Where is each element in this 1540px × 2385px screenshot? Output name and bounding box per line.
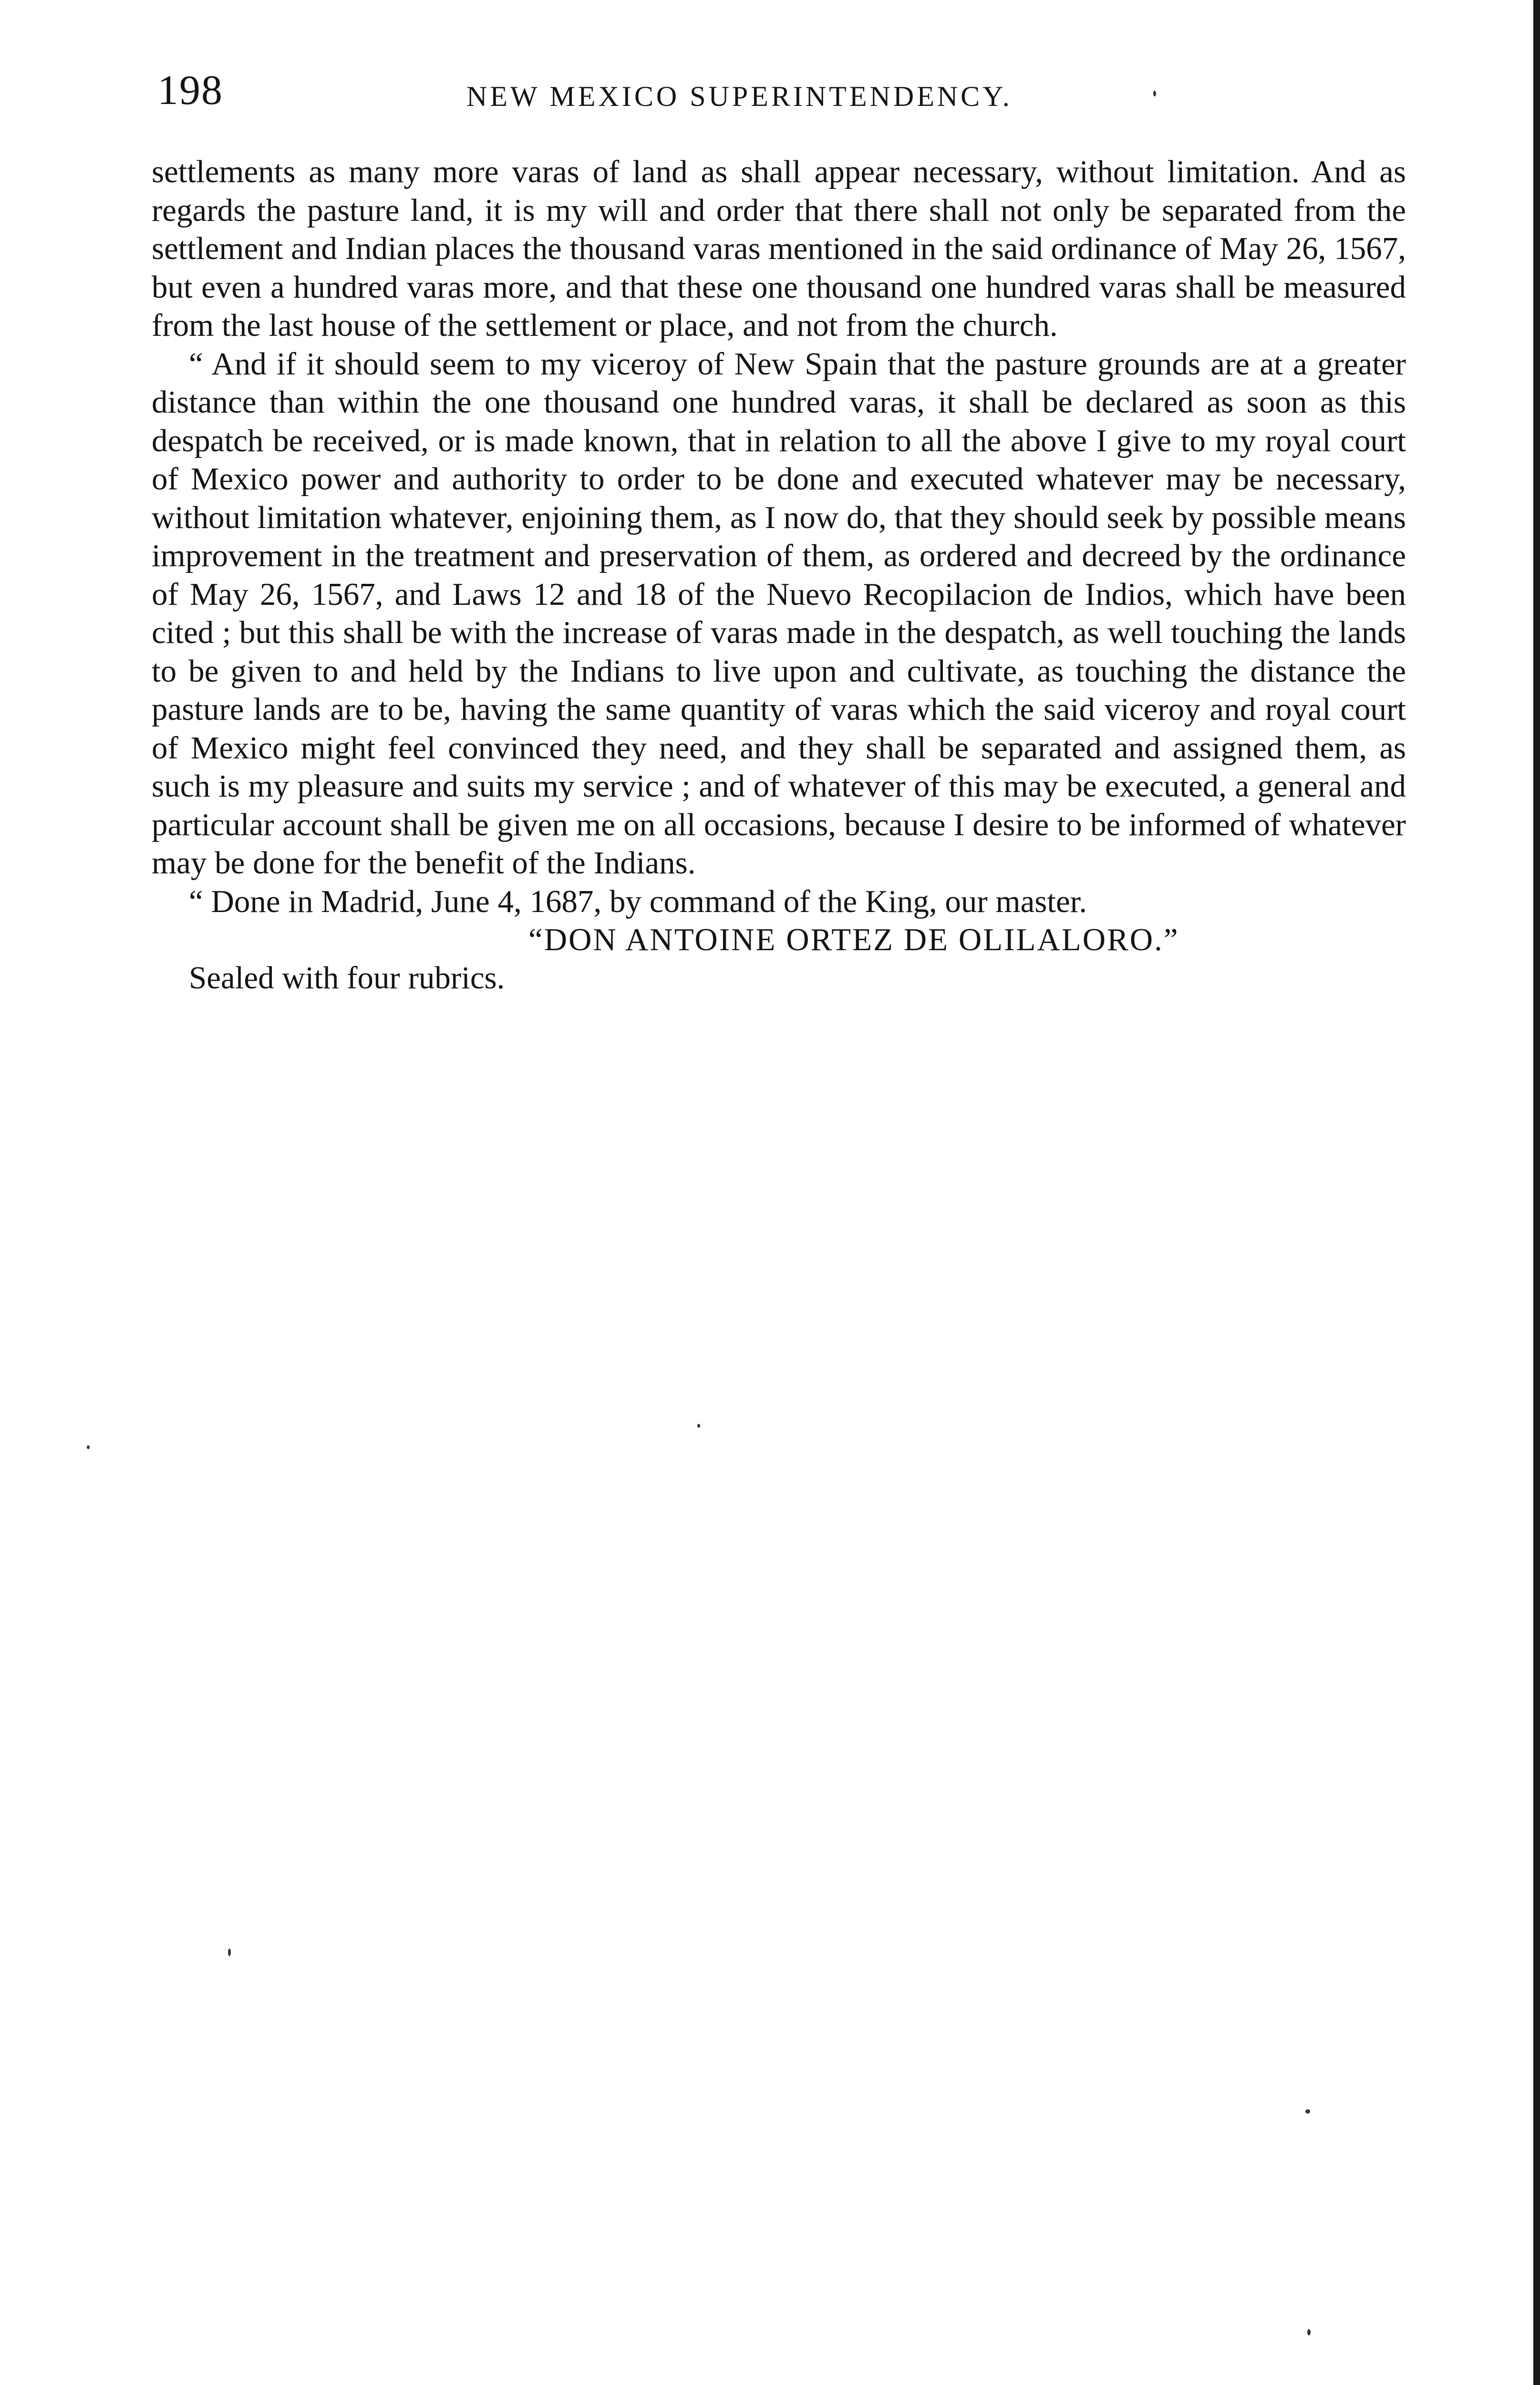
paragraph-1: settlements as many more varas of land as shall appear necessary, without limitation. And as regards the pasture land, it is my will and order that there shall not only be separated from the settlement and Indian places the thousand varas mentioned in the said ordinance of May 26, 1567, but even a hundred varas more, and that these one thousand one hundred varas shall be measured from the last house of the settlement or place, and not from the church. <box>152 154 1406 343</box>
scan-speck <box>697 1424 700 1428</box>
paragraph-2: “ And if it should seem to my viceroy of New Spain that the pasture grounds are at a greater distance than within the one thousand one hundred varas, it shall be declared as soon as this despatch be received, or is made known, that in relation to all the above I give to my royal court of Mexico power and authority to order to be done and executed whatever may be necessary, without limitation whatever, enjoining them, as I now do, that they should seek by possible means improvement in the treatment and preservation of them, as ordered and decreed by the ordinance of May 26, 1567, and Laws 12 and 18 of the Nuevo Recopilacion de Indios, which have been cited ; but this shall be with the increase of varas made in the despatch, as well touching the lands to be given to and held by the Indians to live upon and cultivate, as touching the distance the pasture lands are to be, having the same quantity of varas which the said viceroy and royal court of Mexico might feel convinced they need, and they shall be separated and assigned them, as such is my pleasure and suits my service ; and of whatever of this may be executed, a general and particular account shall be given me on all occasions, because I desire to be informed of whatever may be done for the benefit of the Indians. <box>152 346 1406 881</box>
body-text <box>152 153 1406 997</box>
scan-border-right <box>1533 0 1540 2385</box>
running-head: NEW MEXICO SUPERINTENDENCY. <box>466 81 1013 112</box>
page-header <box>157 67 1416 119</box>
scan-speck <box>1305 2109 1310 2114</box>
scan-speck <box>1153 91 1156 96</box>
seal-note: Sealed with four rubrics. <box>189 960 505 995</box>
scan-speck <box>228 1949 231 1956</box>
page-number: 198 <box>157 67 223 114</box>
paragraph-3: “ Done in Madrid, June 4, 1687, by command of the King, our master. <box>189 883 1087 919</box>
scan-speck <box>1307 2329 1311 2335</box>
scan-speck <box>87 1445 90 1449</box>
signature: “DON ANTOINE ORTEZ DE OLILALORO.” <box>528 922 1179 957</box>
